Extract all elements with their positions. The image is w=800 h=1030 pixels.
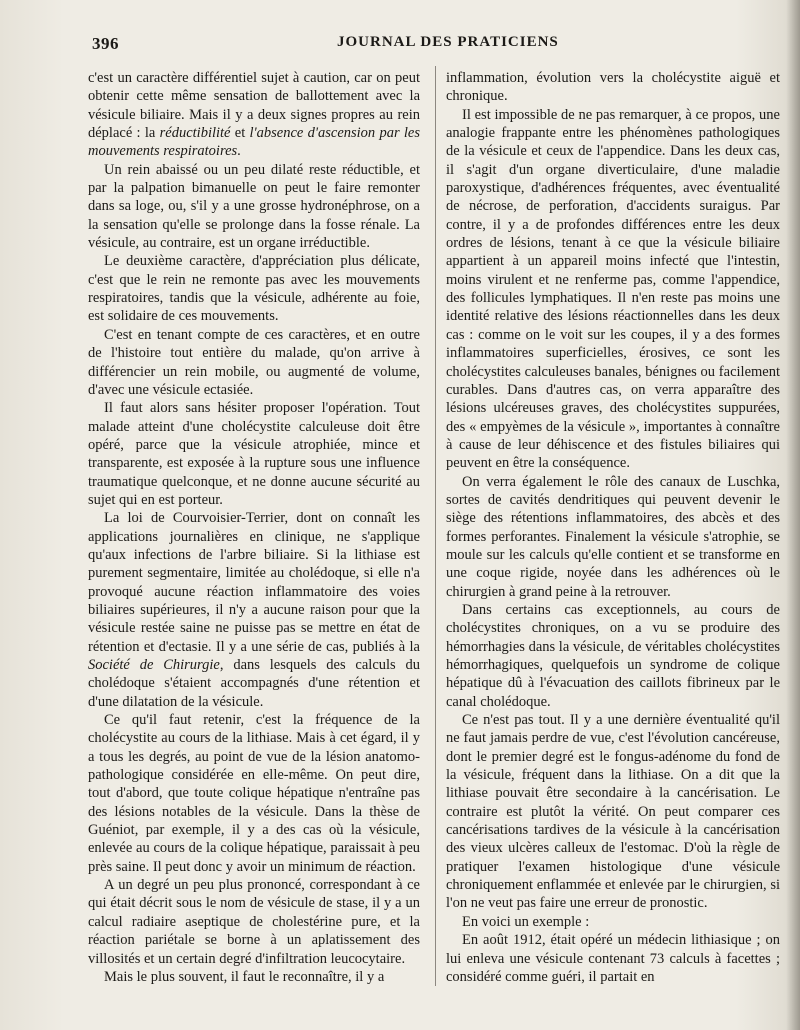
paragraph — [446, 106, 780, 473]
text-run: c'est un caractère différentiel sujet à caution, car on peut obtenir cette même sensation de ballottement avec la vésicule biliaire. Mais il y a deux signes propres au rein déplacé : la — [88, 70, 420, 142]
text-run: Dans certains cas exceptionnels, au cours de cholécystites chroniques, on a vu se produire des hémorrhagies dans la vésicule, de véritables cholécystites hémorrhagiques, quelquefois un syndrome de colique hépatique dû à l'évacuation des caillots fibrineux par le canal cholédoque. — [446, 601, 780, 710]
text-run: Un rein abaissé ou un peu dilaté reste réductible, et par la palpation bimanuelle on peut le faire remonter dans sa loge, ou, s'il y a une grosse hydronéphrose, on a la sensation qu'elle se prolonge dans la fosse rénale. La vésicule, au contraire, est un organe irréductible. — [88, 161, 420, 252]
text-run: En voici un exemple : — [462, 913, 590, 930]
text-run: et — [230, 125, 250, 142]
paragraph — [446, 931, 780, 986]
text-run: C'est en tenant compte de ces caractères, et en outre de l'histoire tout entière du malade, qu'on arrive à différencier un rein mobile, ou augmenté de volume, d'avec une vésicule ectasiée. — [88, 326, 420, 398]
text-run: On verra également le rôle des canaux de Luschka, sortes de cavités dendritiques qui peuvent devenir le siège des rétentions inflammatoires, des abcès et des formes perforantes. Finalement la vésicule s'atrophie, se moule sur les calculs qu'elle contient et se transforme en une coque rigide, noyée dans les adhérences où le chirurgien à grand peine à la retrouver. — [446, 473, 780, 600]
running-header — [92, 34, 772, 56]
text-run: Ce qu'il faut retenir, c'est la fréquence de la cholécystite au cours de la lithiase. Mais à cet égard, il y a tous les degrés, au point de vue de la lésion anatomo-pathologique considérée en elle-même. On peut dire, tout d'abord, que toute colique hépatique n'entraîne pas des lésions notables de la vésicule. Dans la thèse de Guéniot, par exemple, il y a des cas où la vésicule, enlevée au cours de la colique hépatique, paraissait à peu près saine. Il peut donc y avoir un minimum de réaction. — [88, 712, 420, 875]
paragraph — [446, 711, 780, 913]
paragraph — [88, 69, 420, 161]
italic-text: l'absence d'ascension par les mouvements respiratoires — [88, 125, 420, 160]
paragraph — [88, 711, 420, 876]
journal-title: JOURNAL DES PRATICIENS — [337, 34, 559, 50]
page-edge-shadow — [786, 0, 800, 1030]
page-number: 396 — [92, 34, 119, 53]
text-run: . — [237, 143, 241, 160]
left-column — [88, 69, 420, 989]
text-run: Le deuxième caractère, d'appréciation plus délicate, c'est que le rein ne remonte pas avec les mouvements respiratoires, tandis que la vésicule, adhérente au foie, est solidaire de ces mouvements. — [88, 253, 420, 325]
paragraph — [446, 913, 780, 931]
text-run: Mais le plus souvent, il faut le reconnaître, il y a — [104, 968, 385, 985]
paragraph — [88, 399, 420, 509]
paragraph — [446, 69, 780, 106]
paragraph — [446, 473, 780, 601]
text-run: inflammation, évolution vers la cholécystite aiguë et chronique. — [446, 70, 780, 105]
italic-text: Société de Chirurgie — [88, 657, 220, 673]
text-run: A un degré un peu plus prononcé, correspondant à ce qui était décrit sous le nom de vésicule de stase, il y a un calcul radiaire aseptique de cholestérine pure, et la réaction pariétale se borne à un aplatissement des villosités et un certain degré d'infiltration leucocytaire. — [88, 877, 420, 967]
text-run: Il est impossible de ne pas remarquer, à ce propos, une analogie frappante entre les phénomènes pathologiques de la vésicule et ceux de l'appendice. Dans les deux cas, il s'agit d'un organe diverticulaire, d'une maladie paroxystique, d'adhérences fréquentes, avec éventualité de nécrose, de perforation, d'accidents suraigus. Par contre, il y a de profondes différences entre les deux ordres de lésions, tenant à ce que la vésicule biliaire appartient à un appareil moins infecté que l'intestin, moins virulent et ne renferme pas, comme l'appendice, des follicules lymphatiques. Il n'en reste pas moins une identité relative des lésions réactionnelles dans les deux cas : comme on le voit sur les coupes, il y a des formes inflammatoires superficielles, érosives, ce sont les cholécystites calculeuses banales, bénignes ou facilement curables. Dans d'autres cas, on verra apparaître des lésions ulcéreuses graves, des cholécystites suppurées, des « empyèmes de la vésicule », importantes à connaître à cause de leur déhiscence et des fistules biliaires qui peuvent en être la conséquence. — [446, 106, 780, 472]
text-run: , dans lesquels des calculs du cholédoque s'étaient accompagnés d'une rétention et d'une dilatation de la vésicule. — [88, 657, 420, 710]
text-run: En août 1912, était opéré un médecin lithiasique ; on lui enleva une vésicule contenant 73 calculs à facettes ; considéré comme guéri, il partait en — [446, 932, 780, 985]
paragraph — [88, 161, 420, 253]
column-divider — [435, 66, 436, 986]
right-column — [446, 69, 780, 989]
paragraph — [446, 601, 780, 711]
text-run: La loi de Courvoisier-Terrier, dont on connaît les applications journalières en clinique, ne s'applique qu'aux infections de l'arbre biliaire. Si la lithiase est purement segmentaire, limitée au cholédoque, si elle n'a provoqué aucune réaction inflammatoire des voies biliaires supérieures, il n'y a aucune raison pour que la vésicule restée saine ne puisse pas se mettre en état de rétention et d'ectasie. Il y a une série de cas, publiés à la — [88, 510, 420, 655]
paragraph — [88, 876, 420, 968]
text-run: Ce n'est pas tout. Il y a une dernière éventualité qu'il ne faut jamais perdre de vue, c'est l'évolution cancéreuse, dont le premier degré est le fongus-adénome du fond de la vésicule, fréquent dans la lithiase. On a dit que la lithiase pouvait être secondaire à la cancérisation. Le contraire est plutôt la vérité. On peut comparer ces cancérisations tardives de la vésicule à la cancérisation des vieux ulcères calleux de l'estomac. D'où la règle de pratiquer l'examen histologique d'une vésicule chroniquement enflammée et enlevée par le chirurgien, si l'on ne veut pas faire une erreur de pronostic. — [446, 712, 780, 912]
paragraph — [88, 968, 420, 986]
italic-text: réductibilité — [159, 125, 231, 142]
paragraph — [88, 326, 420, 399]
text-run: Il faut alors sans hésiter proposer l'opération. Tout malade atteint d'une cholécystite calculeuse doit être opéré, parce que la vésicule atrophiée, mince et transparente, est exposée à la rupture sous une influence traumatique quelconque, et ne donne aucune sécurité au sujet qui en est porteur. — [88, 400, 420, 508]
paragraph — [88, 509, 420, 711]
paragraph — [88, 252, 420, 325]
